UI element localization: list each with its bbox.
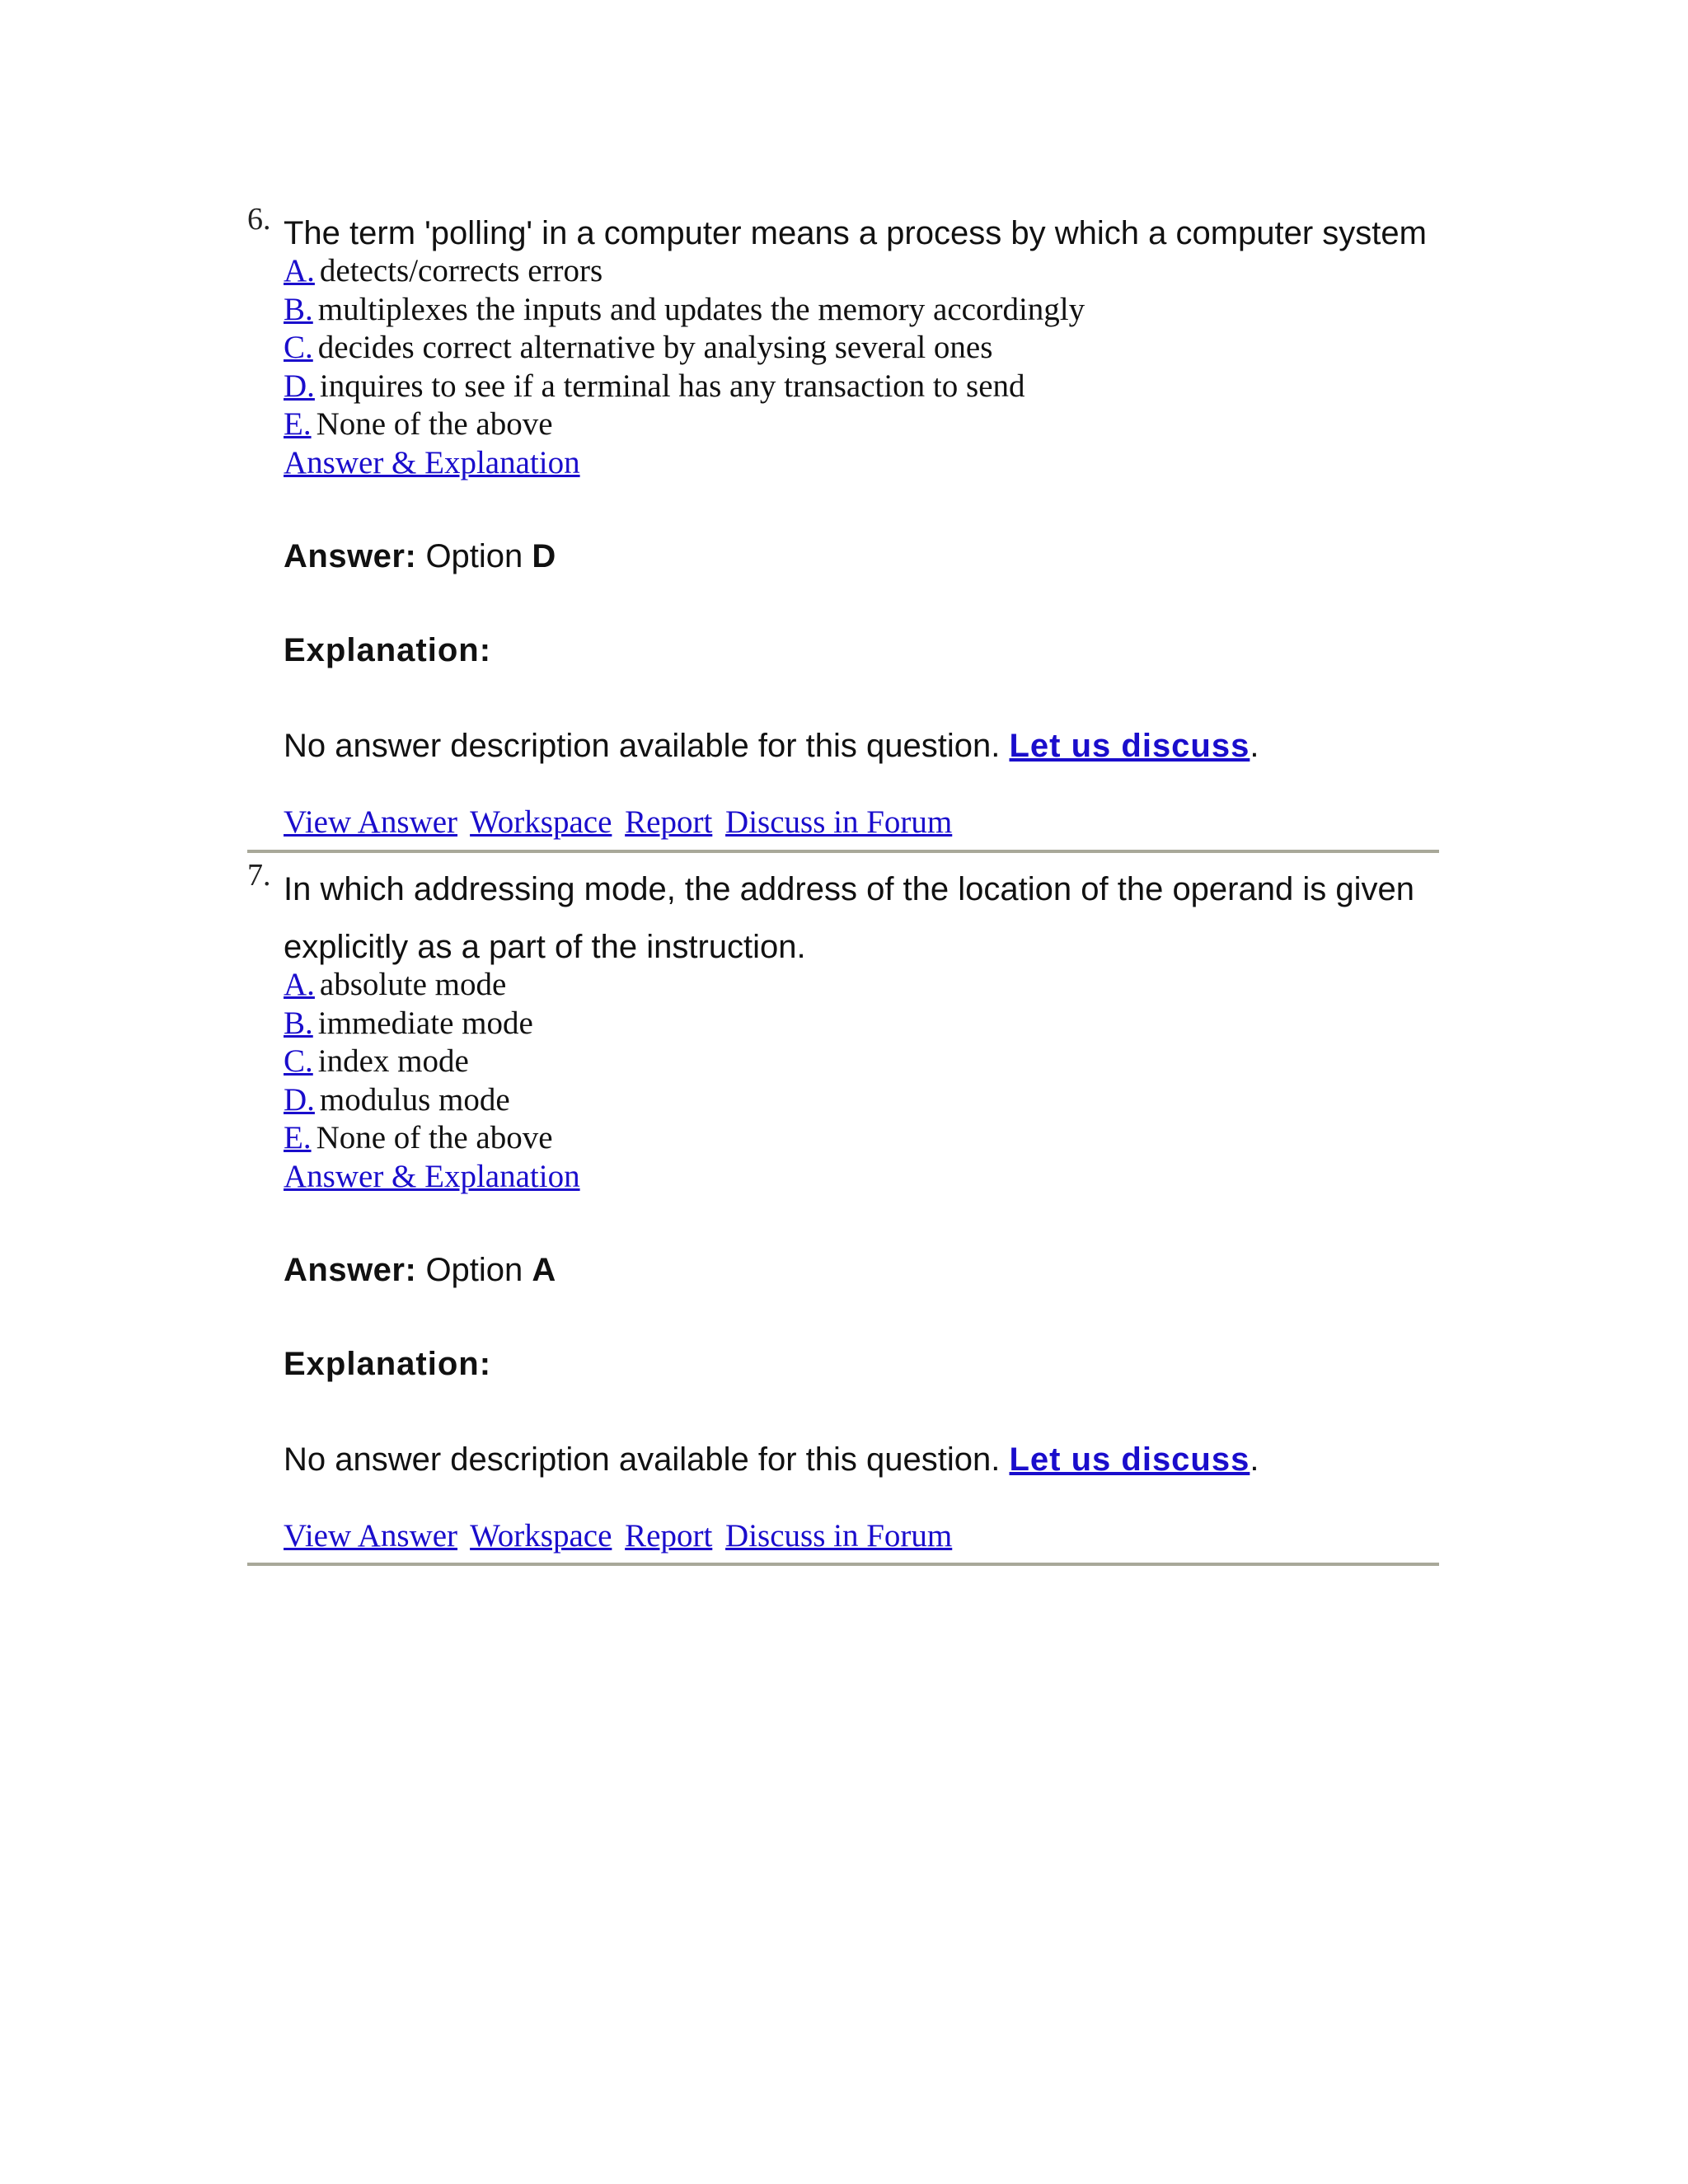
question-divider: [247, 850, 1439, 853]
option-d: [284, 1081, 1441, 1120]
question-footer-links: [284, 804, 1441, 841]
workspace-link[interactable]: Workspace: [470, 804, 612, 840]
question-number: 7.: [247, 858, 271, 893]
explanation-body: No answer description available for this question.: [284, 727, 1001, 764]
answer-letter: D: [532, 537, 556, 574]
discuss-in-forum-link[interactable]: Discuss in Forum: [725, 804, 953, 840]
view-answer-link[interactable]: View Answer: [284, 804, 458, 840]
option-c-text: index mode: [317, 1043, 469, 1079]
option-a: [284, 966, 1441, 1005]
option-e-link[interactable]: E.: [284, 1120, 312, 1155]
option-e-text: None of the above: [316, 1120, 553, 1155]
options-list: [284, 252, 1441, 444]
answer-explanation-link[interactable]: Answer & Explanation: [284, 1158, 580, 1194]
answer-letter: A: [532, 1251, 556, 1288]
question-text: [284, 860, 1441, 976]
question-body: [284, 860, 1441, 1555]
option-b: [284, 1005, 1441, 1043]
option-c-link[interactable]: C.: [284, 1043, 313, 1079]
question-number: 6.: [247, 202, 271, 237]
workspace-link[interactable]: Workspace: [470, 1517, 612, 1554]
option-b-link[interactable]: B.: [284, 291, 313, 327]
question-7: [247, 857, 1441, 1555]
discuss-in-forum-link[interactable]: Discuss in Forum: [725, 1517, 953, 1554]
option-d-link[interactable]: D.: [284, 368, 315, 404]
report-link[interactable]: Report: [625, 1517, 713, 1554]
option-e: [284, 405, 1441, 444]
option-c: [284, 1043, 1441, 1081]
option-d: [284, 368, 1441, 406]
answer-label: Answer:: [284, 1251, 417, 1288]
question-text: The term 'polling' in a computer means a process by which a computer system: [284, 215, 1427, 251]
option-c-text: decides correct alternative by analysing several ones: [317, 330, 993, 365]
option-e: [284, 1119, 1441, 1158]
explanation-body: No answer description available for this question.: [284, 1441, 1001, 1478]
option-a-link[interactable]: A.: [284, 253, 315, 288]
option-d-text: inquires to see if a terminal has any transaction to send: [319, 368, 1025, 404]
question-text-line-1: In which addressing mode, the address of the location of the operand is given: [284, 871, 1414, 907]
answer-prefix: Option: [425, 537, 523, 574]
explanation-end: .: [1250, 727, 1259, 764]
options-list: [284, 966, 1441, 1158]
answer-line: [284, 1250, 1441, 1290]
option-a-link[interactable]: A.: [284, 967, 315, 1002]
explanation-label: Explanation:: [284, 1345, 492, 1382]
question-body: [284, 204, 1441, 841]
option-b: [284, 291, 1441, 330]
answer-line: [284, 537, 1441, 576]
option-b-text: multiplexes the inputs and updates the memory accordingly: [317, 291, 1085, 327]
option-d-text: modulus mode: [319, 1081, 510, 1118]
question-text-line-2: explicitly as a part of the instruction.: [284, 929, 806, 965]
option-c: [284, 329, 1441, 368]
option-c-link[interactable]: C.: [284, 330, 313, 365]
option-b-link[interactable]: B.: [284, 1005, 313, 1041]
explanation-label: Explanation:: [284, 631, 492, 668]
view-answer-link[interactable]: View Answer: [284, 1517, 458, 1554]
option-b-text: immediate mode: [317, 1005, 533, 1041]
option-d-link[interactable]: D.: [284, 1081, 315, 1118]
question-footer-links: [284, 1517, 1441, 1555]
explanation-end: .: [1250, 1441, 1259, 1478]
option-e-link[interactable]: E.: [284, 406, 312, 442]
let-us-discuss-link[interactable]: Let us discuss: [1009, 1441, 1250, 1478]
let-us-discuss-link[interactable]: Let us discuss: [1009, 727, 1250, 764]
answer-explanation-link[interactable]: Answer & Explanation: [284, 444, 580, 480]
explanation-text: [284, 726, 1441, 766]
answer-label: Answer:: [284, 537, 417, 574]
option-a-text: detects/corrects errors: [319, 253, 603, 288]
answer-prefix: Option: [425, 1251, 523, 1288]
question-divider: [247, 1563, 1439, 1566]
explanation-text: [284, 1440, 1441, 1479]
option-e-text: None of the above: [316, 406, 553, 442]
option-a-text: absolute mode: [319, 967, 507, 1002]
question-6: [247, 201, 1441, 841]
report-link[interactable]: Report: [625, 804, 713, 840]
